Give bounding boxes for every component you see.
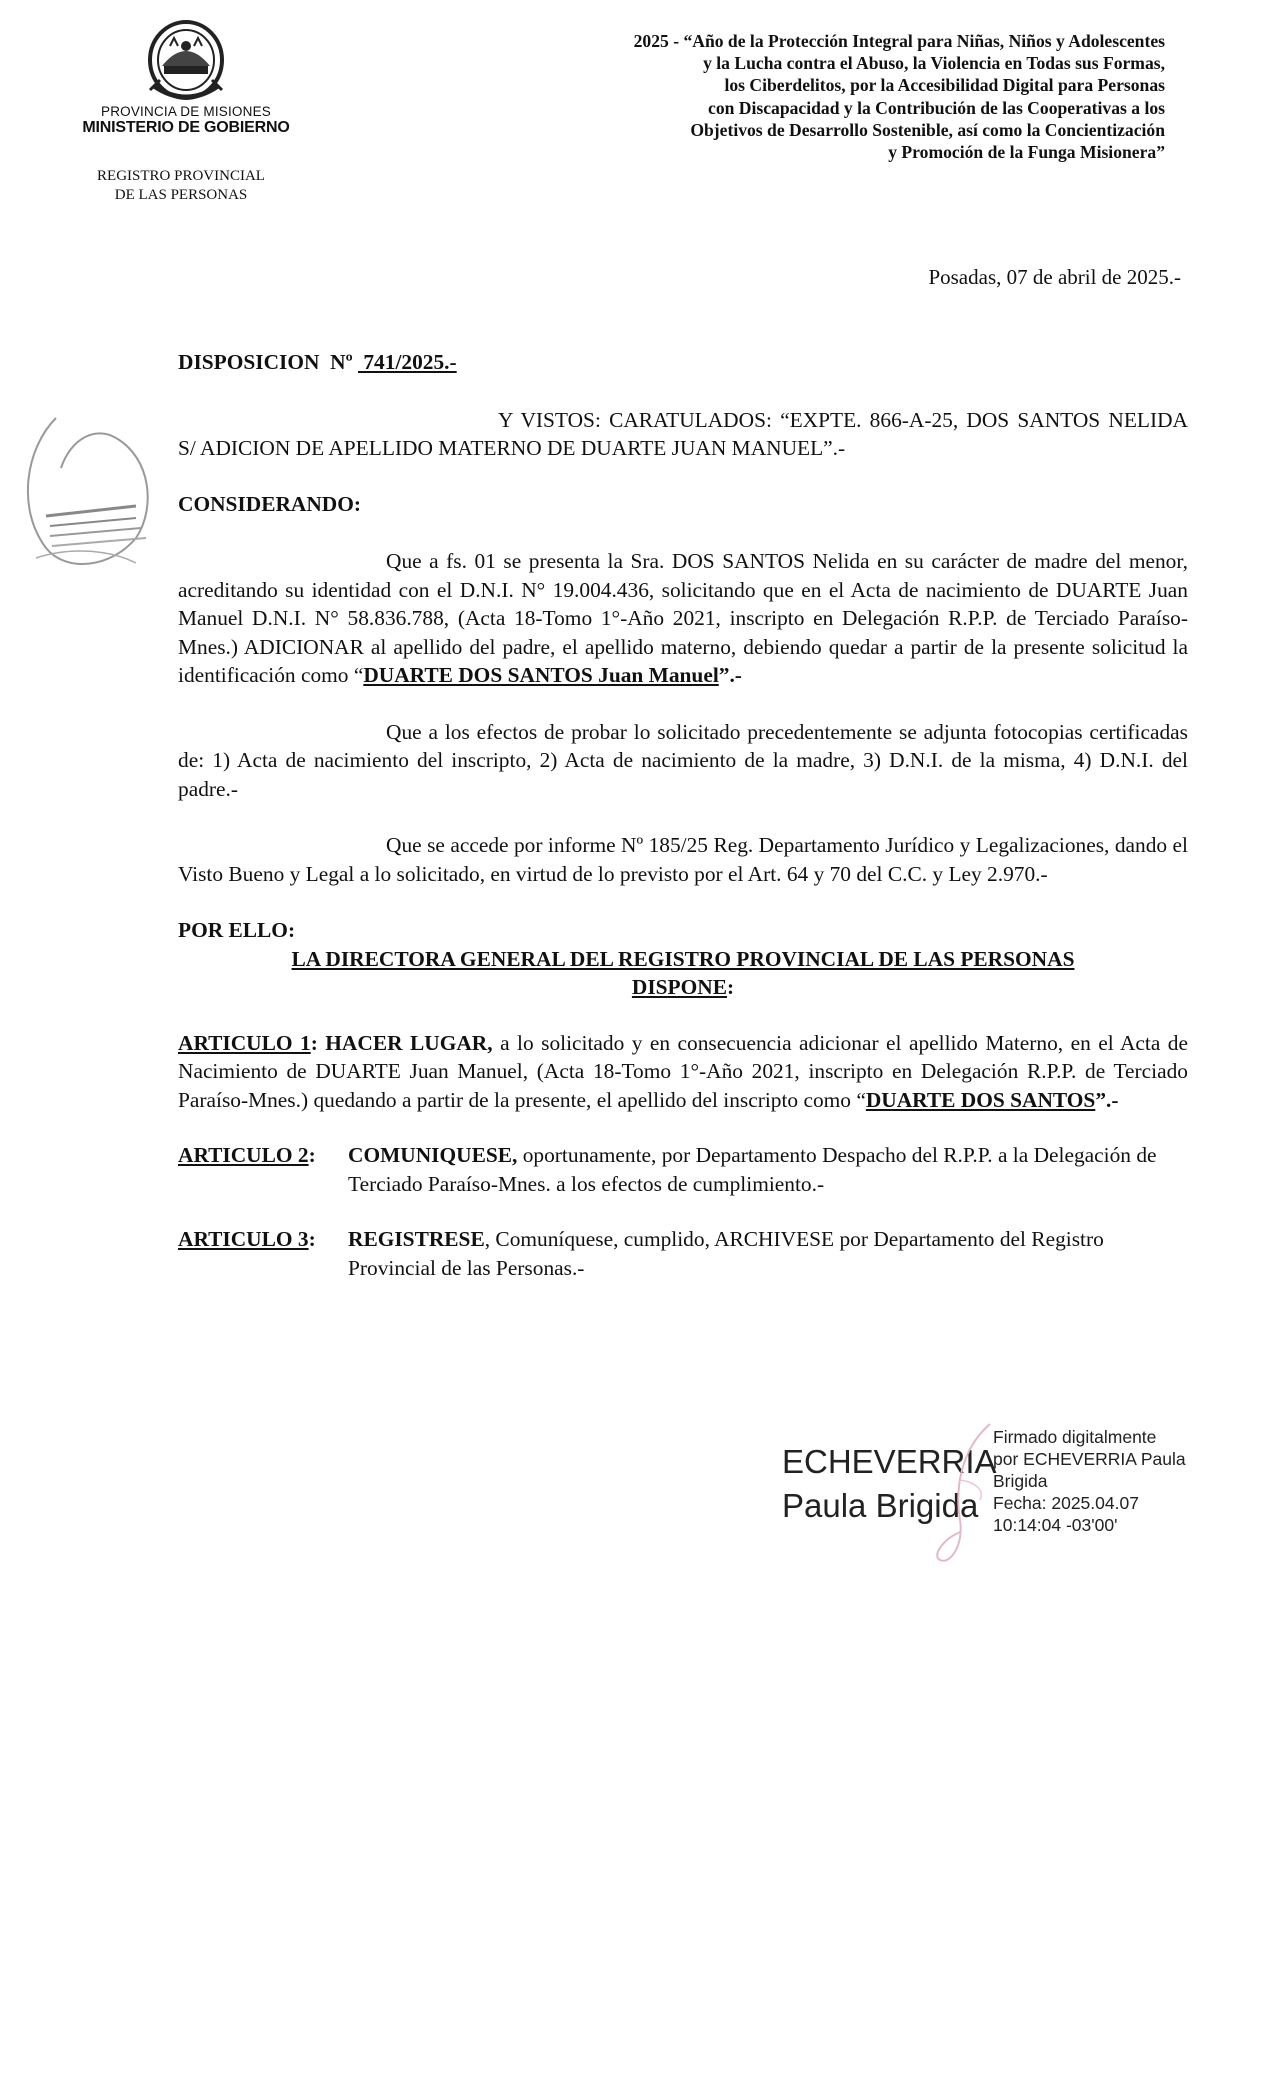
- disposition-heading: [178, 348, 1188, 377]
- province-name: PROVINCIA DE MISIONES: [101, 104, 271, 119]
- registry-line-2: DE LAS PERSONAS: [114, 187, 248, 203]
- disposition-body: [178, 348, 1188, 1282]
- paragraph-text: Que a fs. 01 se presenta la Sra. DOS SANTOS Nelida en su carácter de madre del menor, acreditando su identidad con el D.N.I. N° 19.004.436, solicitando que en el Acta de nacimiento de DUARTE Juan Manuel D.N.I. N° 58.836.788, (Acta 18-Tomo 1°-Año 2021, inscripto en Delegación R.P.P. de Terciado Paraíso-Mnes.) ADICIONAR al apellido del padre, el apellido materno, debiendo quedar a partir de la presente solicitud la identificación como “: [178, 549, 1188, 687]
- considerando-heading: CONSIDERANDO:: [178, 491, 362, 516]
- provincial-seal-icon: [140, 16, 232, 102]
- articulo-lead: REGISTRESE: [348, 1227, 485, 1251]
- paragraph-closing: ”.-: [718, 663, 742, 687]
- articulo-2: ARTICULO 2: COMUNIQUESE, oportunamente, por Departamento Despacho del R.P.P. a la Delegación de Terciado Paraíso-Mnes. a los efectos de cumplimiento.-: [178, 1143, 1157, 1196]
- signer-surname: ECHEVERRIA: [782, 1443, 997, 1480]
- signature-meta-line: Firmado digitalmente: [993, 1427, 1157, 1447]
- vistos-paragraph: Y VISTOS: CARATULADOS: “EXPTE. 866-A-25, DOS SANTOS NELIDA S/ ADICION DE APELLIDO MATERNO DE DUARTE JUAN MANUEL”.-: [178, 407, 1188, 460]
- new-surname: DUARTE DOS SANTOS: [865, 1087, 1096, 1112]
- articulo-text: a lo solicitado y en consecuencia adicionar el apellido Materno,: [492, 1030, 1064, 1055]
- motto-line: con Discapacidad y la Contribución de las Cooperativas a los: [708, 97, 1165, 118]
- articulo-lead: COMUNIQUESE,: [348, 1143, 518, 1167]
- articulo-label: ARTICULO 1: [178, 1030, 311, 1055]
- ministry-logo: [66, 16, 306, 137]
- signature-meta-line: Fecha: 2025.04.07: [993, 1493, 1139, 1513]
- por-ello-heading: POR ELLO:: [178, 918, 296, 942]
- registry-line-1: REGISTRO PROVINCIAL: [97, 168, 265, 184]
- dispone-heading: [178, 973, 1188, 1002]
- articulo-label: ARTICULO 3: [178, 1227, 309, 1251]
- ministry-name: MINISTERIO DE GOBIERNO: [82, 119, 290, 136]
- considerando-paragraph-3: Que se accede por informe Nº 185/25 Reg. Departamento Jurídico y Legalizaciones, dando el Visto Bueno y Legal a lo solicitado, en virtud de lo previsto por el Art. 64 y 70 del C.C. y Ley 2.970.-: [178, 833, 1188, 886]
- motto-line: y la Lucha contra el Abuso, la Violencia en Todas sus Formas,: [703, 53, 1165, 74]
- year-motto: [405, 30, 1165, 163]
- considerando-paragraph-1: [178, 547, 1188, 690]
- directora-heading: LA DIRECTORA GENERAL DEL REGISTRO PROVINCIAL DE LAS PERSONAS: [291, 946, 1075, 971]
- articulo-lead: HACER LUGAR,: [325, 1030, 493, 1055]
- articulo-text-cont: en el Acta de Nacimiento de DUARTE Juan Manuel, (Acta 18-Tomo 1°-Año 2021, inscripto en Delegación R.P.P. de Terciado Paraíso-Mnes.) quedando a partir de la presente, el apellido del inscripto como “: [178, 1030, 1188, 1112]
- digital-signature-details: [993, 1426, 1186, 1536]
- motto-line: y Promoción de la Funga Misionera”: [888, 142, 1165, 163]
- articulo-1: ARTICULO 1: HACER LUGAR, a lo solicitado y en consecuencia adicionar el apellido Materno, en el Acta de Nacimiento de DUARTE Juan Manuel, (Acta 18-Tomo 1°-Año 2021, inscripto en Delegación R.P.P. de Terciado Paraíso-Mnes.) quedando a partir de la presente, el apellido del inscripto como “DUARTE DOS SANTOS”.-: [178, 1030, 1188, 1112]
- articulo-closing: ”.-: [1095, 1087, 1119, 1112]
- articulo-text: oportunamente, por Departamento Despacho del R.P.P. a la Delegación de Terciado Paraíso-Mnes. a los efectos de cumplimiento.-: [348, 1143, 1157, 1196]
- new-full-name: DUARTE DOS SANTOS Juan Manuel: [363, 663, 719, 687]
- dispone-colon: :: [726, 975, 735, 999]
- articulo-text: , Comuníquese, cumplido, ARCHIVESE por Departamento del Registro Provincial de las Personas.-: [348, 1227, 1104, 1280]
- motto-line: los Ciberdelitos, por la Accesibilidad Digital para Personas: [724, 75, 1165, 96]
- considerando-paragraph-2: Que a los efectos de probar lo solicitado precedentemente se adjunta fotocopias certificadas de: 1) Acta de nacimiento del inscripto, 2) Acta de nacimiento de la madre, 3) D.N.I. de la misma, 4) D.N.I. del padre.-: [178, 719, 1188, 801]
- articulo-label: ARTICULO 2: [178, 1143, 309, 1167]
- disposition-number: 741/2025.-: [358, 350, 457, 374]
- signature-meta-line: Brigida: [993, 1471, 1048, 1491]
- signature-flourish-icon: [920, 1420, 1000, 1570]
- motto-line: Objetivos de Desarrollo Sostenible, así como la Concientización: [690, 119, 1165, 140]
- legal-advisor-stamp-icon: [16, 398, 166, 608]
- dispone-word: DISPONE: [631, 975, 727, 999]
- motto-line: 2025 - “Año de la Protección Integral para Niñas, Niños y Adolescentes: [633, 31, 1165, 51]
- document-date: Posadas, 07 de abril de 2025.-: [928, 265, 1181, 289]
- articulo-3: ARTICULO 3: REGISTRESE, Comuníquese, cumplido, ARCHIVESE por Departamento del Registro Provincial de las Personas.-: [178, 1227, 1104, 1280]
- signature-meta-line: por ECHEVERRIA Paula: [993, 1449, 1186, 1469]
- signature-meta-line: 10:14:04 -03'00': [993, 1515, 1118, 1535]
- signer-given-names: Paula Brigida: [782, 1487, 979, 1524]
- disposition-label: DISPOSICION Nº: [178, 350, 359, 374]
